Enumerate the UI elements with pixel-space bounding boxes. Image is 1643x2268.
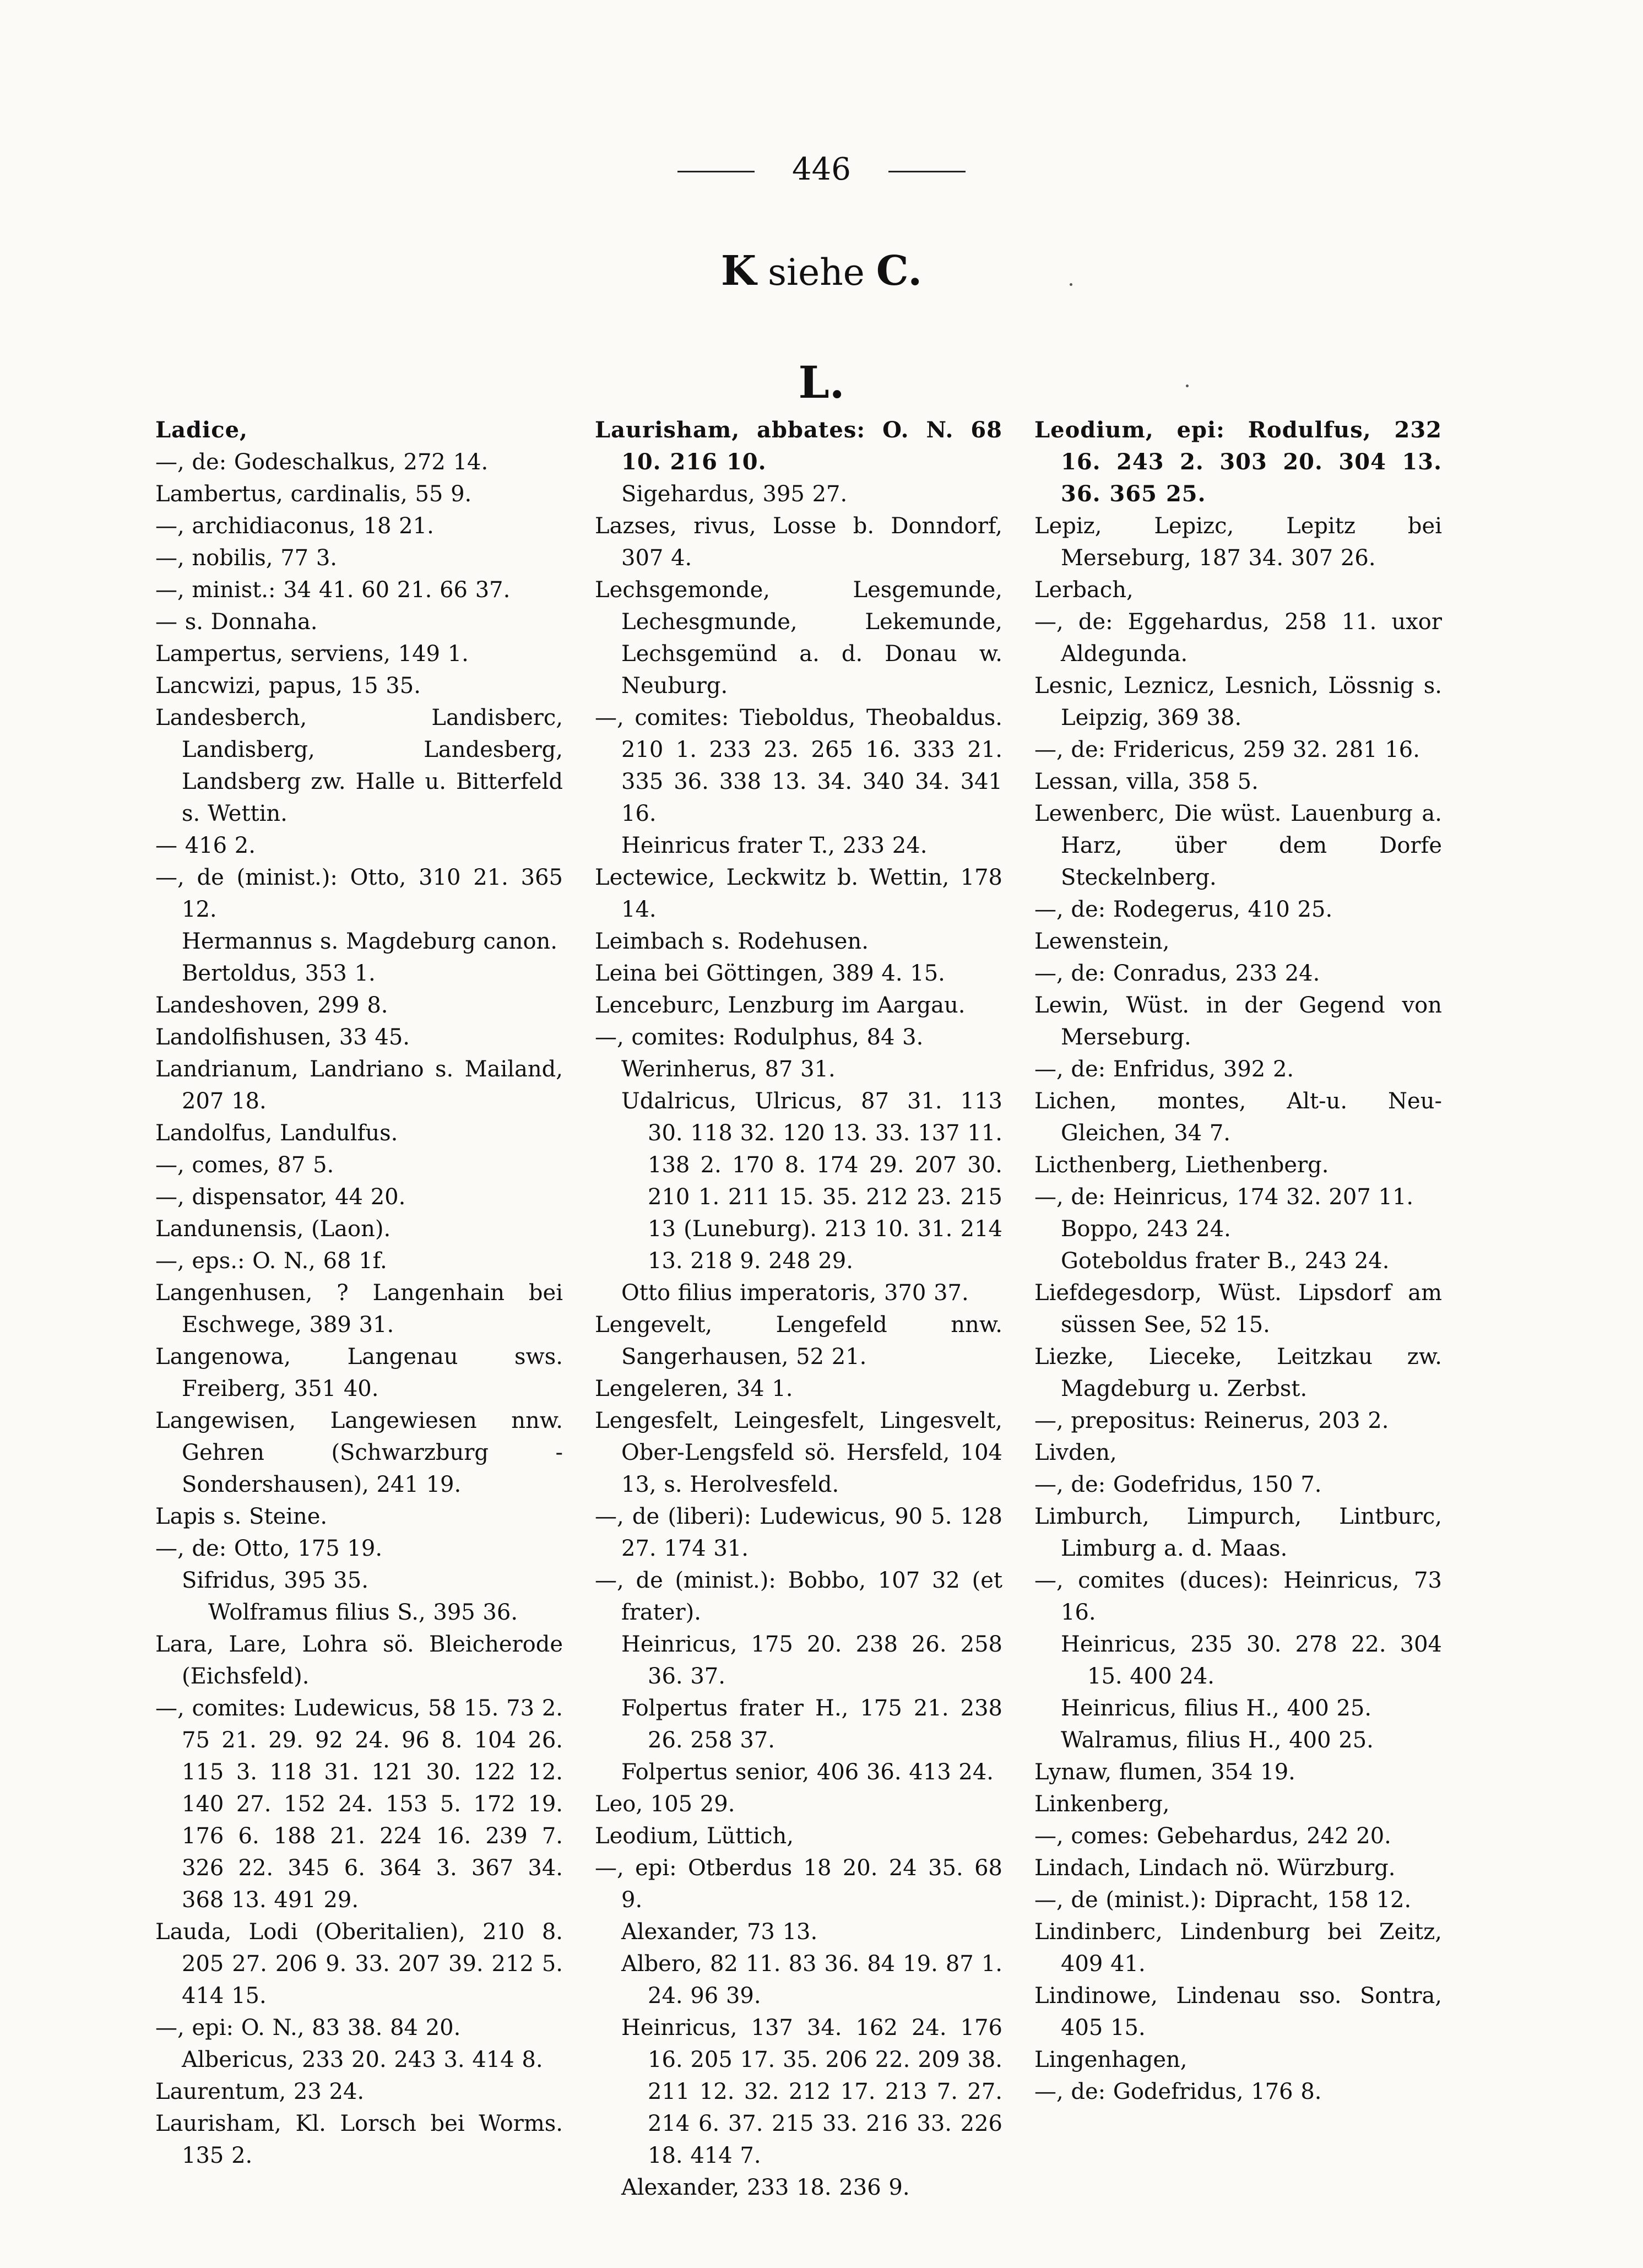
index-entry: Walramus, filius H., 400 25. <box>1061 1728 1374 1753</box>
index-entry: Lectewice, Leckwitz b. Wettin, 178 14. <box>595 865 1002 922</box>
index-entry: Leo, 105 29. <box>595 1791 735 1817</box>
index-entry: Albericus, 233 20. 243 3. 414 8. <box>182 2047 543 2072</box>
index-entry: Albero, 82 11. 83 36. 84 19. 87 1. 24. 96 39. <box>621 1951 1002 2009</box>
index-entry: —, comites (duces): Heinricus, 73 16. <box>1034 1568 1442 1625</box>
index-entry: —, de: Heinricus, 174 32. 207 11. <box>1034 1184 1414 1210</box>
index-entry: Langewisen, Langewiesen nnw. Gehren (Schwarzburg - Sondershausen), 241 19. <box>155 1408 563 1497</box>
index-entry: —, de: Godefridus, 176 8. <box>1034 2079 1322 2104</box>
index-column-2 <box>595 414 1002 2204</box>
see-also-text: siehe <box>768 251 865 294</box>
speck <box>1070 283 1072 286</box>
index-entry: Langenhusen, ? Langenhain bei Eschwege, 389 31. <box>155 1280 563 1338</box>
index-entry: —, nobilis, 77 3. <box>155 545 337 571</box>
index-entry: Lewenberc, Die wüst. Lauenburg a. Harz, über dem Dorfe Steckelnberg. <box>1034 801 1442 890</box>
page-number <box>0 152 1643 187</box>
index-entry: Heinricus, 137 34. 162 24. 176 16. 205 17. 35. 206 22. 209 38. 211 12. 32. 212 17. 213 7. 27. 214 6. 37. 215 33. 216 33. 226 18. 414 7. <box>621 2015 1002 2168</box>
index-entry: —, de (minist.): Otto, 310 21. 365 12. <box>155 865 563 922</box>
index-entry: Lampertus, serviens, 149 1. <box>155 641 469 667</box>
index-entry: Lenceburc, Lenzburg im Aargau. <box>595 993 966 1018</box>
index-entry: —, de: Enfridus, 392 2. <box>1034 1057 1294 1082</box>
index-entry: Liefdegesdorp, Wüst. Lipsdorf am süssen See, 52 15. <box>1034 1280 1442 1338</box>
index-entry: Leimbach s. Rodehusen. <box>595 929 869 954</box>
index-entry: Folpertus senior, 406 36. 413 24. <box>621 1760 994 1785</box>
index-entry: Heinricus, 235 30. 278 22. 304 15. 400 24. <box>1061 1632 1442 1689</box>
index-entry: Lingenhagen, <box>1034 2047 1187 2072</box>
index-entry: —, de: Eggehardus, 258 11. uxor Aldegunda. <box>1034 609 1442 667</box>
index-entry: Lara, Lare, Lohra sö. Bleicherode (Eichsfeld). <box>155 1632 563 1689</box>
index-entry: —, de: Fridericus, 259 32. 281 16. <box>1034 737 1420 762</box>
index-entry: Alexander, 233 18. 236 9. <box>621 2175 910 2200</box>
index-entry: Lindinberc, Lindenburg bei Zeitz, 409 41. <box>1034 1919 1442 1977</box>
see-also-key: K <box>720 247 757 295</box>
index-entry: Landolfishusen, 33 45. <box>155 1025 410 1050</box>
index-entry: Goteboldus frater B., 243 24. <box>1061 1248 1390 1274</box>
index-entry: Laurentum, 23 24. <box>155 2079 365 2104</box>
index-column-3 <box>1034 414 1442 2204</box>
index-entry: —, minist.: 34 41. 60 21. 66 37. <box>155 577 511 603</box>
index-entry: Lindinowe, Lindenau sso. Sontra, 405 15. <box>1034 1983 1442 2040</box>
index-entry: Landrianum, Landriano s. Mailand, 207 18. <box>155 1057 563 1114</box>
index-entry: Landunensis, (Laon). <box>155 1216 391 1242</box>
index-entry: Lechsgemonde, Lesgemunde, Lechesgmunde, Lekemunde, Lechsgemünd a. d. Donau w. Neuburg. <box>595 577 1002 699</box>
index-entry: Hermannus s. Magdeburg canon. <box>182 929 558 954</box>
index-entry: Lauda, Lodi (Oberitalien), 210 8. 205 27. 206 9. 33. 207 39. 212 5. 414 15. <box>155 1919 563 2009</box>
index-entry: Wolframus filius S., 395 36. <box>208 1600 518 1625</box>
see-also-target: C. <box>876 247 923 295</box>
index-entry: —, de: Otto, 175 19. <box>155 1536 383 1561</box>
index-entry: Lynaw, flumen, 354 19. <box>1034 1760 1295 1785</box>
index-entry: Lengeleren, 34 1. <box>595 1376 793 1401</box>
index-entry: Landolfus, Landulfus. <box>155 1121 398 1146</box>
index-entry: Werinherus, 87 31. <box>621 1057 836 1082</box>
index-entry: Leodium, epi: Rodulfus, 232 16. 243 2. 303 20. 304 13. 36. 365 25. <box>1034 417 1442 507</box>
section-letter: L. <box>798 356 845 408</box>
index-entry: —, de: Rodegerus, 410 25. <box>1034 897 1333 922</box>
index-entry: — 416 2. <box>155 833 256 858</box>
index-entry: Limburch, Limpurch, Lintburc, Limburg a. d. Maas. <box>1034 1504 1442 1561</box>
index-entry: Folpertus frater H., 175 21. 238 26. 258 37. <box>621 1696 1002 1753</box>
index-entry: —, comites: Ludewicus, 58 15. 73 2. 75 21. 29. 92 24. 96 8. 104 26. 115 3. 118 31. 121 30. 122 12. 140 27. 152 24. 153 5. 172 19. 176 6. 188 21. 224 16. 239 7. 326 22. 345 6. 364 3. 367 34. 368 13. 491 29. <box>155 1696 563 1913</box>
index-entry: Heinricus frater T., 233 24. <box>621 833 928 858</box>
header-rule-right <box>888 171 966 172</box>
speck <box>1186 385 1189 387</box>
index-entry: —, comites: Rodulphus, 84 3. <box>595 1025 924 1050</box>
index-entry: Langenowa, Langenau sws. Freiberg, 351 40. <box>155 1344 563 1401</box>
index-entry: Alexander, 73 13. <box>621 1919 818 1945</box>
index-entry: Lessan, villa, 358 5. <box>1034 769 1259 794</box>
index-entry: Lerbach, <box>1034 577 1134 603</box>
index-entry: —, epi: Otberdus 18 20. 24 35. 68 9. <box>595 1855 1002 1913</box>
index-entry: —, comes: Gebehardus, 242 20. <box>1034 1823 1391 1849</box>
index-entry: Sifridus, 395 35. <box>182 1568 368 1593</box>
index-entry: Heinricus, 175 20. 238 26. 258 36. 37. <box>621 1632 1002 1689</box>
index-entry: Lancwizi, papus, 15 35. <box>155 673 421 699</box>
index-entry: Lengevelt, Lengefeld nnw. Sangerhausen, 52 21. <box>595 1312 1002 1370</box>
page-number-text: 446 <box>792 151 851 187</box>
index-entry: —, de (liberi): Ludewicus, 90 5. 128 27. 174 31. <box>595 1504 1002 1561</box>
index-entry: — s. Donnaha. <box>155 609 318 635</box>
index-entry: Lazses, rivus, Losse b. Donndorf, 307 4. <box>595 513 1002 571</box>
index-entry: Otto filius imperatoris, 370 37. <box>621 1280 969 1306</box>
index-entry: Leina bei Göttingen, 389 4. 15. <box>595 961 945 986</box>
see-also-heading <box>0 249 1643 295</box>
index-entry: —, dispensator, 44 20. <box>155 1184 406 1210</box>
index-entry: —, de (minist.): Bobbo, 107 32 (et frater). <box>595 1568 1002 1625</box>
index-entry: Livden, <box>1034 1440 1117 1465</box>
index-entry: Heinricus, filius H., 400 25. <box>1061 1696 1372 1721</box>
header-rule-left <box>677 171 755 172</box>
index-entry: —, archidiaconus, 18 21. <box>155 513 434 539</box>
index-entry: —, prepositus: Reinerus, 203 2. <box>1034 1408 1389 1433</box>
index-columns <box>155 414 1442 2204</box>
index-entry: —, de: Godefridus, 150 7. <box>1034 1472 1322 1497</box>
index-entry: Laurisham, Kl. Lorsch bei Worms. 135 2. <box>155 2111 563 2168</box>
index-entry: Lesnic, Leznicz, Lesnich, Lössnig s. Leipzig, 369 38. <box>1034 673 1442 730</box>
index-entry: Lindach, Lindach nö. Würzburg. <box>1034 1855 1396 1881</box>
index-entry: Lewin, Wüst. in der Gegend von Merseburg. <box>1034 993 1442 1050</box>
index-entry: Linkenberg, <box>1034 1791 1170 1817</box>
index-entry: —, comites: Tieboldus, Theobaldus. 210 1. 233 23. 265 16. 333 21. 335 36. 338 13. 34. 340 34. 341 16. <box>595 705 1002 826</box>
index-entry: Sigehardus, 395 27. <box>621 481 848 507</box>
index-entry: Lambertus, cardinalis, 55 9. <box>155 481 472 507</box>
index-entry: Landesberch, Landisberc, Landisberg, Landesberg, Landsberg zw. Halle u. Bitterfeld s. Wettin. <box>155 705 563 826</box>
index-entry: —, de: Godeschalkus, 272 14. <box>155 450 489 475</box>
index-entry: —, eps.: O. N., 68 1f. <box>155 1248 387 1274</box>
index-entry: Bertoldus, 353 1. <box>182 961 376 986</box>
index-entry: Udalricus, Ulricus, 87 31. 113 30. 118 32. 120 13. 33. 137 11. 138 2. 170 8. 174 29. 207 30. 210 1. 211 15. 35. 212 23. 215 13 (Luneburg). 213 10. 31. 214 13. 218 9. 248 29. <box>621 1089 1002 1274</box>
index-entry: Lewenstein, <box>1034 929 1170 954</box>
index-entry: Licthenberg, Liethenberg. <box>1034 1152 1329 1178</box>
index-entry: Boppo, 243 24. <box>1061 1216 1231 1242</box>
index-entry: Liezke, Lieceke, Leitzkau zw. Magdeburg u. Zerbst. <box>1034 1344 1442 1401</box>
index-entry: Lichen, montes, Alt-u. Neu-Gleichen, 34 7. <box>1034 1089 1442 1146</box>
index-entry: —, de (minist.): Dipracht, 158 12. <box>1034 1887 1412 1913</box>
index-entry: Ladice, <box>155 417 248 443</box>
index-entry: —, de: Conradus, 233 24. <box>1034 961 1320 986</box>
index-entry: —, comes, 87 5. <box>155 1152 334 1178</box>
index-column-1 <box>155 414 563 2204</box>
index-entry: Lepiz, Lepizc, Lepitz bei Merseburg, 187 34. 307 26. <box>1034 513 1442 571</box>
index-entry: —, epi: O. N., 83 38. 84 20. <box>155 2015 461 2040</box>
index-entry: Leodium, Lüttich, <box>595 1823 794 1849</box>
index-entry: Lengesfelt, Leingesfelt, Lingesvelt, Ober-Lengsfeld sö. Hersfeld, 104 13, s. Herolvesfeld. <box>595 1408 1002 1497</box>
index-entry: Laurisham, abbates: O. N. 68 10. 216 10. <box>595 417 1002 475</box>
index-entry: Landeshoven, 299 8. <box>155 993 388 1018</box>
index-entry: Lapis s. Steine. <box>155 1504 328 1529</box>
